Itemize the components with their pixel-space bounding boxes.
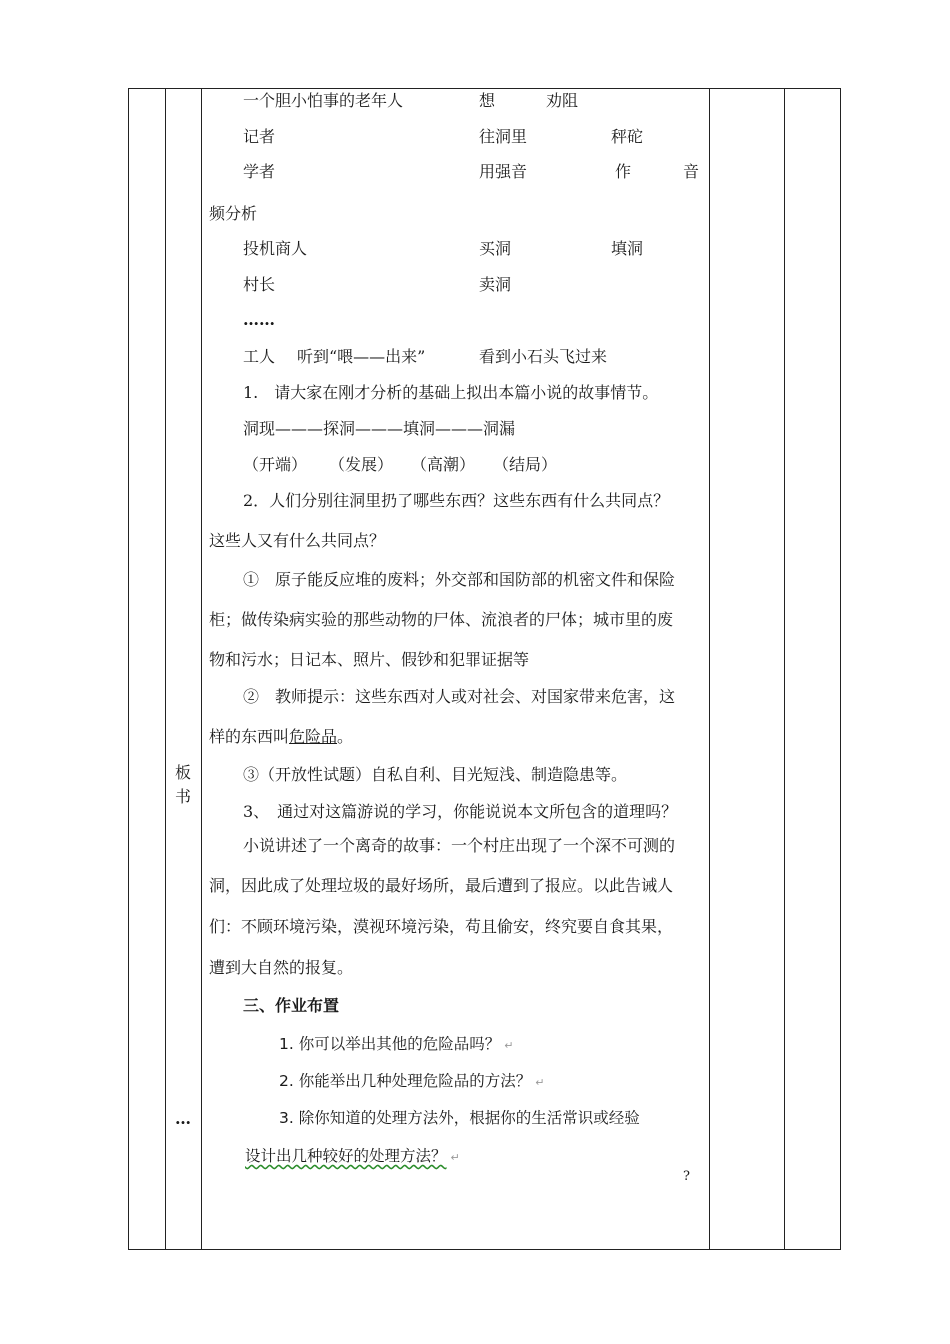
board-label: 板书 (175, 763, 192, 806)
person-res: 劝阻 (546, 91, 579, 110)
person-res: 秤砣 (611, 127, 644, 146)
person-res: 音 (683, 162, 700, 181)
lesson-table (128, 88, 841, 1250)
summary-cont: 遭到大自然的报复。 (209, 958, 354, 977)
plot-stage: （发展） (329, 455, 394, 474)
paragraph-mark-icon: ↵ (450, 1151, 460, 1164)
answer-1: ① 原子能反应堆的废料；外交部和国防部的机密文件和保险 (243, 570, 676, 589)
homework-item-2: 2. 你能举出几种处理危险品的方法？ ↵ (279, 1072, 545, 1090)
plot-stage: （开端） (243, 455, 308, 474)
side-ellipsis: … (175, 1109, 191, 1128)
person-act: 往洞里 (479, 127, 528, 146)
person-res-wrap: 频分析 (209, 204, 258, 223)
person-act: 用强音 (479, 162, 528, 181)
lesson-content (201, 89, 709, 1249)
plot-stage: （结局） (493, 455, 558, 474)
homework-item-3-cont: 设计出几种较好的处理方法？ ↵ (245, 1147, 460, 1165)
question-2-cont: 这些人又有什么共同点？ (209, 531, 386, 550)
person-act: 想 (479, 91, 496, 110)
summary-cont: 们：不顾环境污染，漠视环境污染，苟且偷安，终究要自食其果， (209, 917, 674, 936)
question-1: 1. 请大家在刚才分析的基础上拟出本篇小说的故事情节。 (243, 383, 659, 402)
person-who: 投机商人 (243, 239, 308, 258)
summary-cont: 洞，因此成了处理垃圾的最好场所，最后遭到了报应。以此告诫人 (209, 876, 674, 895)
column-divider (784, 89, 785, 1249)
column-divider (165, 89, 166, 1249)
person-who: 一个胆小怕事的老年人 (243, 91, 404, 110)
person-act: 卖洞 (479, 275, 512, 294)
person-who: 村长 (243, 275, 276, 294)
worker-saw: 看到小石头飞过来 (479, 347, 608, 366)
person-res: 作 (615, 162, 632, 181)
person-res: 填洞 (611, 239, 644, 258)
homework-heading: 三、作业布置 (243, 996, 340, 1015)
answer-3: ③（开放性试题）自私自利、目光短浅、制造隐患等。 (243, 765, 628, 784)
homework-item-1: 1. 你可以举出其他的危险品吗？ ↵ (279, 1035, 514, 1053)
question-2: 2．人们分别往洞里扔了哪些东西？这些东西有什么共同点？ (243, 491, 670, 510)
paragraph-mark-icon: ↵ (504, 1039, 514, 1052)
homework-item-3: 3. 除你知道的处理方法外，根据你的生活常识或经验 (279, 1109, 640, 1127)
person-who: 记者 (243, 127, 276, 146)
summary: 小说讲述了一个离奇的故事：一个村庄出现了一个深不可测的 (243, 836, 676, 855)
paragraph-mark-icon: ↵ (535, 1076, 545, 1089)
answer-2-cont: 样的东西叫危险品。 (209, 727, 354, 746)
person-who: 学者 (243, 162, 276, 181)
column-divider (709, 89, 710, 1249)
question-3: 3、 通过对这篇游说的学习，你能说说本文所包含的道理吗？ (243, 802, 678, 821)
ellipsis: …… (243, 310, 275, 329)
answer-1-cont: 柜；做传染病实验的那些动物的尸体、流浪者的尸体；城市里的废 (209, 610, 674, 629)
answer-2: ② 教师提示：这些东西对人或对社会、对国家带来危害，这 (243, 687, 676, 706)
person-act: 买洞 (479, 239, 512, 258)
tail-mark: ? (683, 1169, 690, 1184)
answer-1-cont: 物和污水；日记本、照片、假钞和犯罪证据等 (209, 650, 530, 669)
dangerous-goods-term: 危险品 (289, 727, 338, 746)
worker-heard: 听到“喂——出来” (297, 347, 426, 366)
plot-stage: （高潮） (411, 455, 476, 474)
worker-who: 工人 (243, 347, 276, 366)
plot-line: 洞现———探洞———填洞———洞漏 (243, 419, 516, 438)
